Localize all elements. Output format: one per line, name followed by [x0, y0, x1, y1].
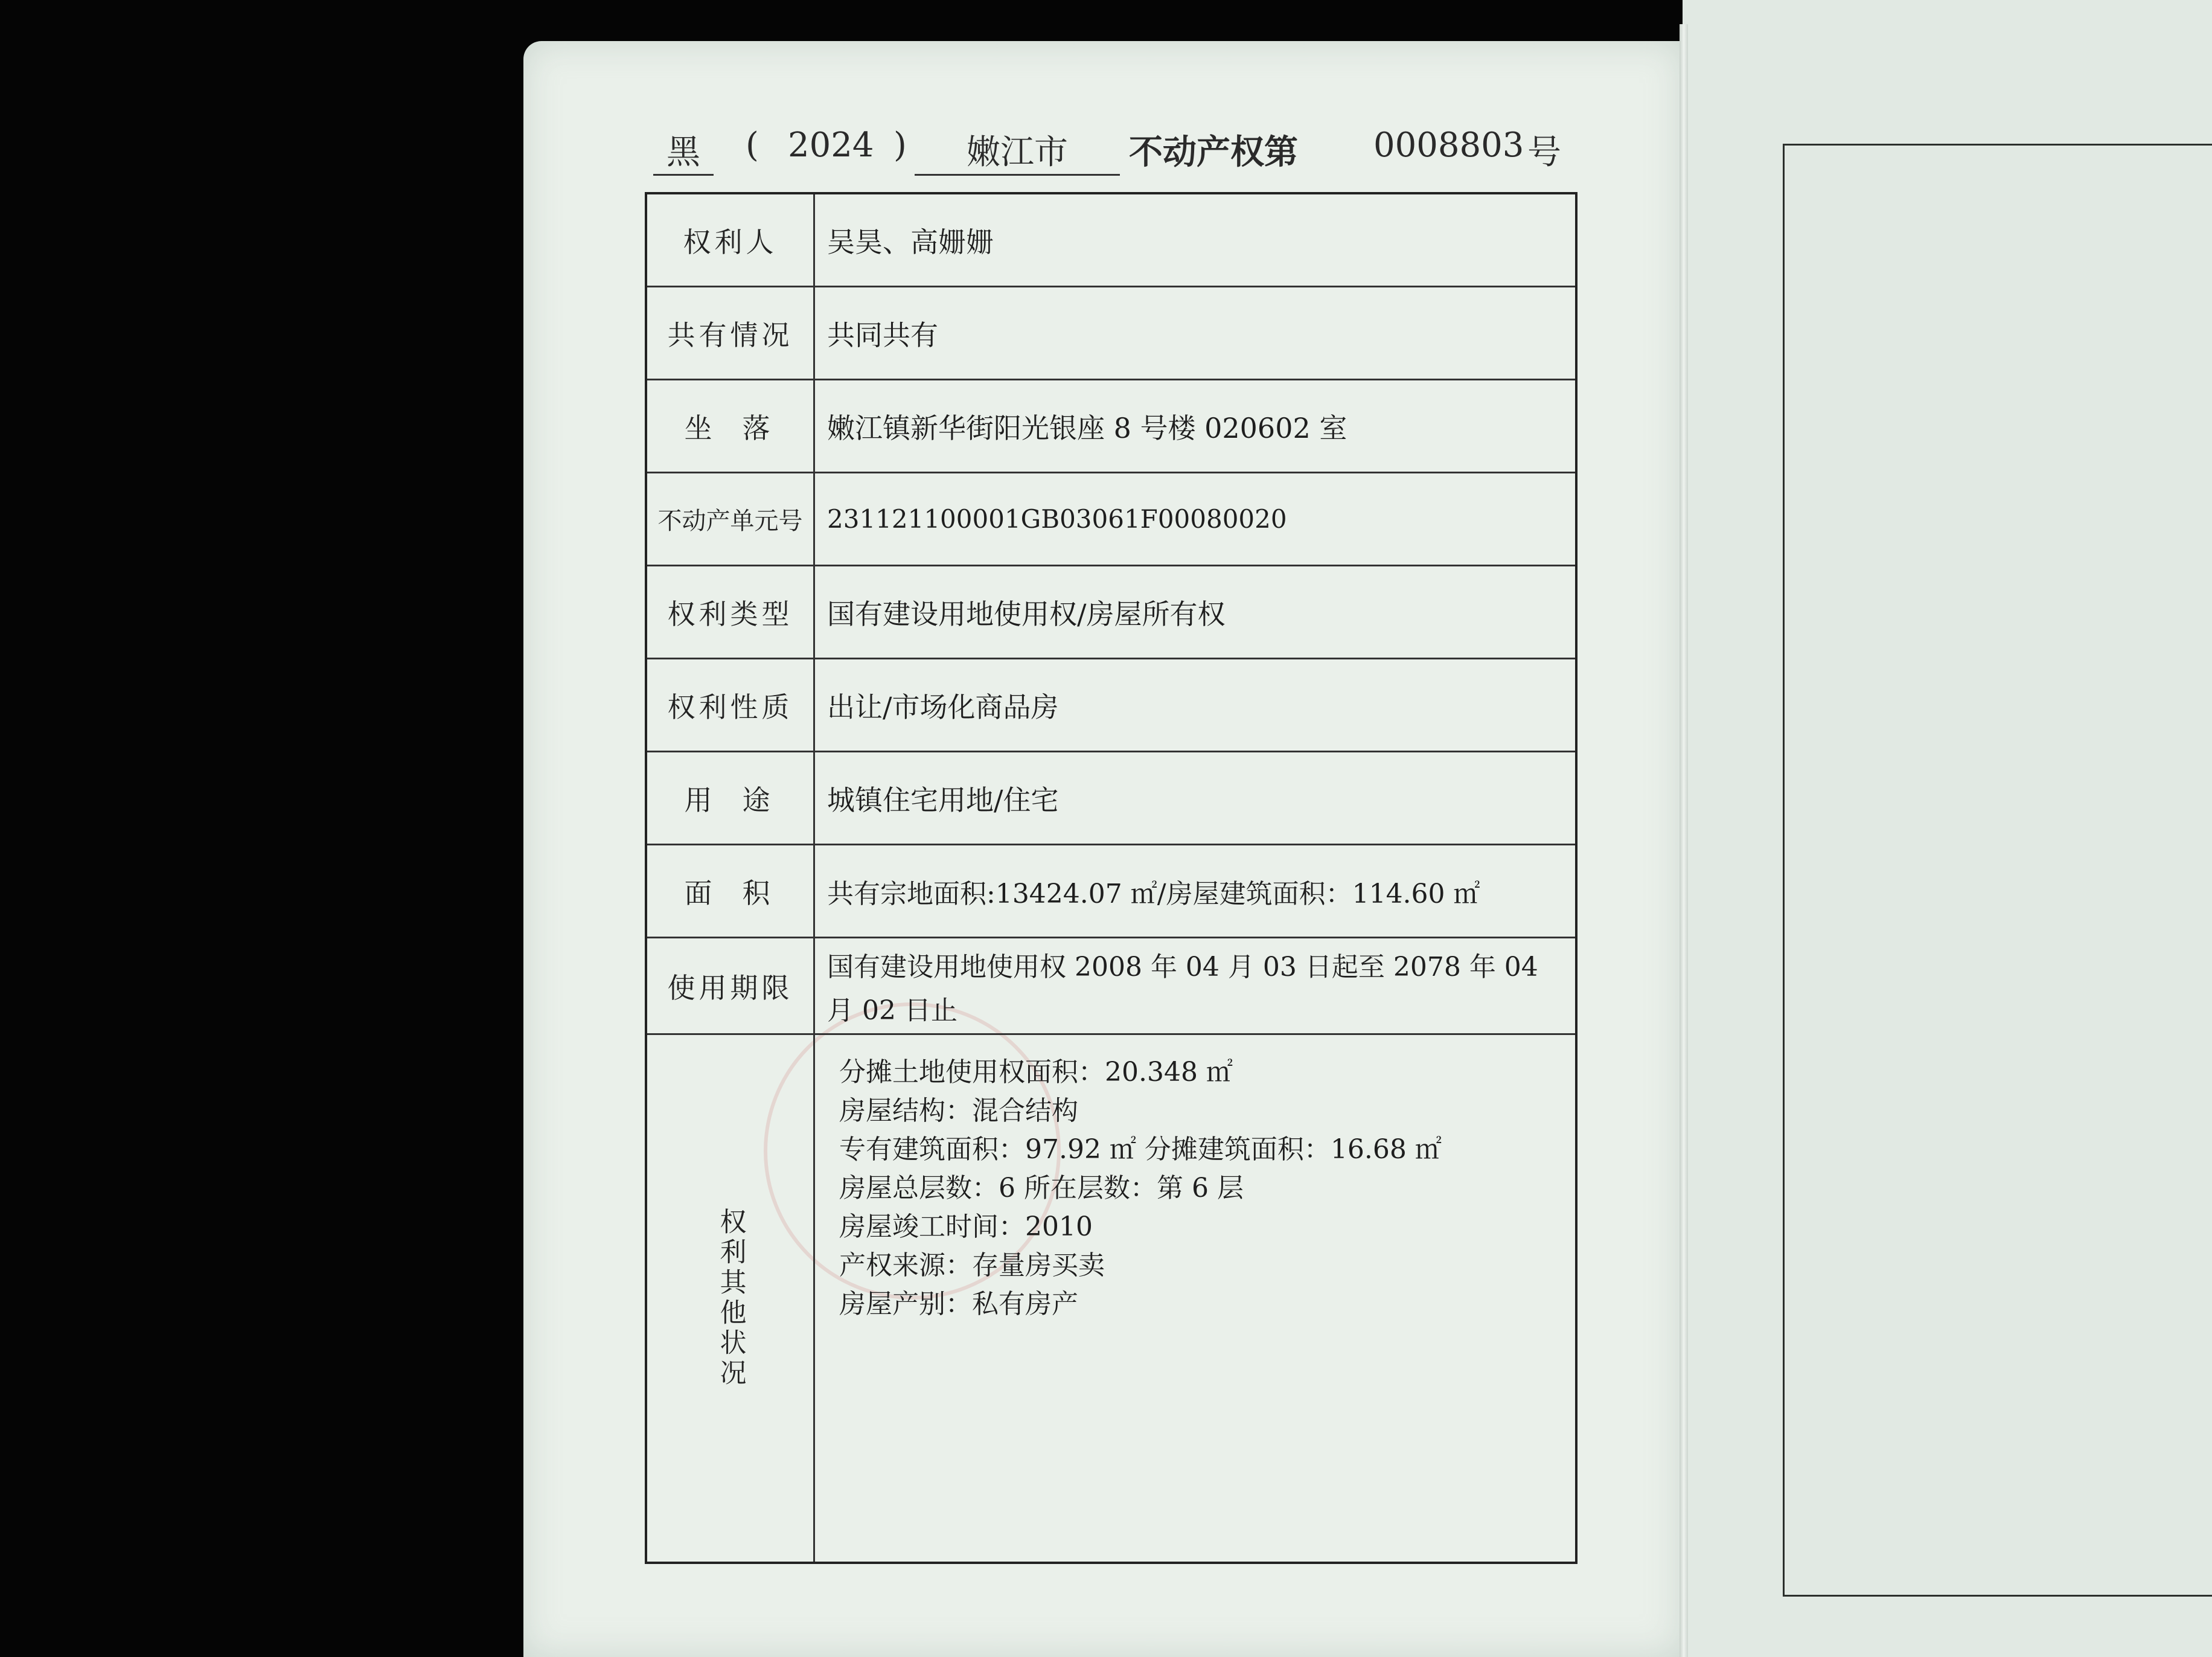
row-value: 出让/市场化商品房 — [827, 690, 1059, 723]
table-row — [647, 194, 1575, 287]
table-row — [647, 752, 1575, 845]
table-row — [647, 380, 1575, 473]
right-page-frame — [1783, 144, 2212, 1597]
city-name: 嫩江市 — [915, 126, 1120, 176]
close-paren: ) — [893, 126, 907, 165]
row-value: 国有建设用地使用权 2008 年 04 月 03 日起至 2078 年 04 月 02 日止 — [827, 952, 1538, 1026]
property-info-table — [645, 192, 1577, 1564]
table-row — [647, 659, 1575, 752]
row-value: 国有建设用地使用权/房屋所有权 — [827, 597, 1226, 630]
row-label: 坐落 — [684, 411, 801, 444]
table-row — [647, 566, 1575, 659]
row-label: 共有情况 — [667, 318, 793, 351]
row-label: 权利性质 — [667, 690, 793, 723]
row-value: 共有宗地面积:13424.07 ㎡/房屋建筑面积：114.60 ㎡ — [827, 878, 1480, 909]
other-status-label — [647, 1035, 813, 1562]
other-status-lines — [839, 1053, 1442, 1324]
other-status-line: 房屋产别：私有房产 — [839, 1289, 1078, 1319]
row-label: 使用期限 — [667, 971, 793, 1004]
row-label: 权利人 — [683, 225, 778, 258]
table-row — [647, 938, 1575, 1035]
other-status-line: 房屋结构：混合结构 — [839, 1095, 1078, 1126]
table-row — [647, 287, 1575, 380]
number-suffix: 号 — [1527, 133, 1561, 172]
other-status-row — [647, 1035, 1575, 1562]
table-row — [647, 845, 1575, 938]
province-code: 黑 — [653, 126, 714, 176]
row-value: 吴昊、高姗姗 — [827, 225, 994, 258]
row-label: 不动产单元号 — [657, 507, 803, 535]
row-value: 共同共有 — [827, 318, 938, 351]
table-row — [647, 473, 1575, 566]
row-label: 用途 — [684, 783, 801, 816]
other-status-line: 分摊土地使用权面积：20.348 ㎡ — [839, 1057, 1233, 1088]
other-status-label-text: 权利其他状况 — [715, 1208, 746, 1389]
row-value: 嫩江镇新华街阳光银座 8 号楼 020602 室 — [827, 411, 1347, 444]
other-status-line: 产权来源：存量房买卖 — [839, 1250, 1105, 1281]
other-status-line: 专有建筑面积：97.92 ㎡ 分摊建筑面积：16.68 ㎡ — [839, 1134, 1442, 1165]
row-value: 城镇住宅用地/住宅 — [827, 783, 1059, 816]
row-value: 231121100001GB03061F00080020 — [827, 504, 1287, 534]
other-status-line: 房屋竣工时间：2010 — [839, 1211, 1093, 1242]
row-label: 权利类型 — [667, 597, 793, 630]
open-paren: ( — [746, 126, 759, 165]
certificate-year: 2024 — [788, 126, 874, 165]
certificate-number: 0008803 — [1373, 126, 1524, 165]
certificate-label: 不动产权第 — [1129, 132, 1298, 172]
book-fold — [1680, 24, 1688, 1657]
other-status-line: 房屋总层数：6 所在层数：第 6 层 — [839, 1173, 1244, 1203]
certificate-header — [646, 126, 1582, 180]
row-label: 面积 — [684, 876, 801, 909]
